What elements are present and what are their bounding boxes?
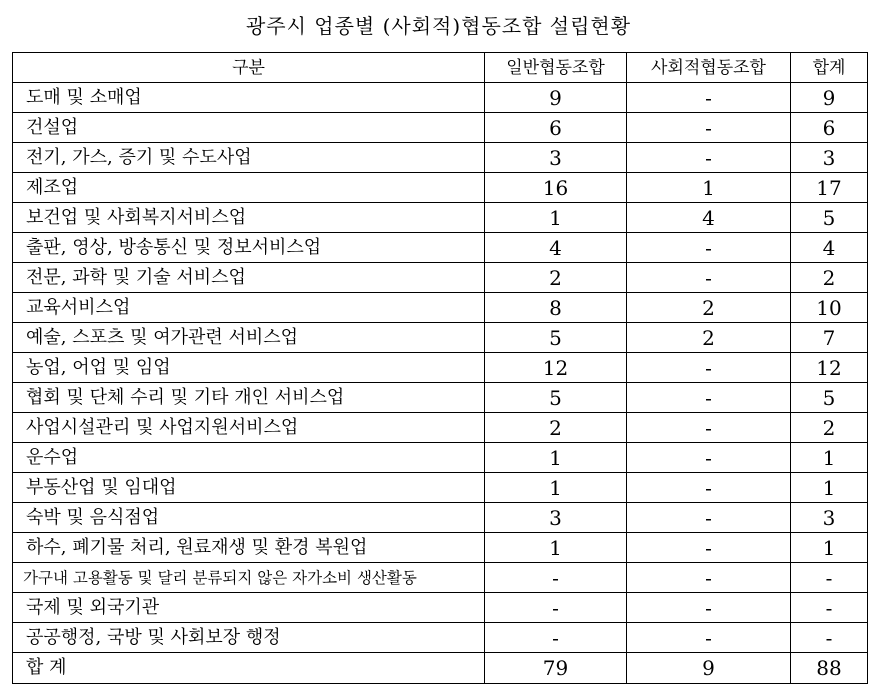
row-social-count: -	[627, 503, 791, 533]
row-social-count: -	[627, 383, 791, 413]
row-social-count: -	[627, 353, 791, 383]
row-category: 교육서비스업	[13, 293, 485, 323]
row-total-count: 9	[791, 83, 868, 113]
table-row	[13, 263, 868, 293]
row-category: 제조업	[13, 173, 485, 203]
row-category: 숙박 및 음식점업	[13, 503, 485, 533]
table-row	[13, 353, 868, 383]
row-general-count: 3	[485, 143, 627, 173]
row-category: 운수업	[13, 443, 485, 473]
row-social-count: -	[627, 533, 791, 563]
table-row	[13, 623, 868, 653]
row-total-count: 4	[791, 233, 868, 263]
row-social-count: 2	[627, 293, 791, 323]
row-general-count: 2	[485, 263, 627, 293]
row-total-count: 5	[791, 383, 868, 413]
row-category: 부동산업 및 임대업	[13, 473, 485, 503]
row-social-count: -	[627, 443, 791, 473]
row-social-count: -	[627, 83, 791, 113]
row-social-count: 2	[627, 323, 791, 353]
row-category: 도매 및 소매업	[13, 83, 485, 113]
table-row	[13, 173, 868, 203]
row-total-count: 3	[791, 143, 868, 173]
row-general-count: -	[485, 623, 627, 653]
row-general-count: 6	[485, 113, 627, 143]
row-social-count: -	[627, 593, 791, 623]
table-row	[13, 443, 868, 473]
row-social-count: -	[627, 563, 791, 593]
table-row	[13, 83, 868, 113]
row-general-count: 9	[485, 83, 627, 113]
table-row	[13, 563, 868, 593]
row-category: 협회 및 단체 수리 및 기타 개인 서비스업	[13, 383, 485, 413]
row-general-count: 16	[485, 173, 627, 203]
row-total-count: 1	[791, 533, 868, 563]
row-category: 공공행정, 국방 및 사회보장 행정	[13, 623, 485, 653]
row-general-count: 1	[485, 473, 627, 503]
row-category: 하수, 폐기물 처리, 원료재생 및 환경 복원업	[13, 533, 485, 563]
row-total-count: 3	[791, 503, 868, 533]
row-category: 예술, 스포츠 및 여가관련 서비스업	[13, 323, 485, 353]
row-category: 농업, 어업 및 임업	[13, 353, 485, 383]
row-general-count: 3	[485, 503, 627, 533]
row-total-count: 2	[791, 413, 868, 443]
table-row	[13, 203, 868, 233]
row-category: 보건업 및 사회복지서비스업	[13, 203, 485, 233]
row-total-count: -	[791, 623, 868, 653]
total-row-label: 합 계	[13, 653, 485, 684]
row-total-count: 17	[791, 173, 868, 203]
total-row	[13, 653, 868, 684]
row-social-count: -	[627, 113, 791, 143]
row-social-count: -	[627, 623, 791, 653]
row-general-count: 2	[485, 413, 627, 443]
row-total-count: 10	[791, 293, 868, 323]
row-general-count: 4	[485, 233, 627, 263]
header-category: 구분	[13, 53, 485, 83]
row-general-count: 1	[485, 443, 627, 473]
table-row	[13, 143, 868, 173]
row-general-count: 5	[485, 383, 627, 413]
table-row	[13, 503, 868, 533]
header-general-cooperative: 일반협동조합	[485, 53, 627, 83]
row-social-count: -	[627, 233, 791, 263]
header-total: 합계	[791, 53, 868, 83]
row-total-count: 12	[791, 353, 868, 383]
row-general-count: -	[485, 563, 627, 593]
table-row	[13, 593, 868, 623]
row-general-count: 12	[485, 353, 627, 383]
table-row	[13, 533, 868, 563]
row-general-count: 1	[485, 203, 627, 233]
table-row	[13, 383, 868, 413]
row-social-count: -	[627, 143, 791, 173]
row-total-count: 7	[791, 323, 868, 353]
row-category: 국제 및 외국기관	[13, 593, 485, 623]
row-general-count: 8	[485, 293, 627, 323]
table-row	[13, 323, 868, 353]
row-category: 전문, 과학 및 기술 서비스업	[13, 263, 485, 293]
row-general-count: 5	[485, 323, 627, 353]
row-category: 건설업	[13, 113, 485, 143]
table-row	[13, 233, 868, 263]
table-row	[13, 473, 868, 503]
row-social-count: -	[627, 413, 791, 443]
grand-total-count: 88	[791, 653, 868, 684]
row-social-count: -	[627, 263, 791, 293]
table-row	[13, 113, 868, 143]
row-total-count: -	[791, 593, 868, 623]
page-title: 광주시 업종별 (사회적)협동조합 설립현황	[245, 14, 632, 38]
total-general-count: 79	[485, 653, 627, 684]
cooperative-status-table	[12, 52, 868, 684]
row-total-count: 5	[791, 203, 868, 233]
table-row	[13, 413, 868, 443]
total-social-count: 9	[627, 653, 791, 684]
row-total-count: -	[791, 563, 868, 593]
row-general-count: -	[485, 593, 627, 623]
row-total-count: 1	[791, 443, 868, 473]
header-social-cooperative: 사회적협동조합	[627, 53, 791, 83]
row-category: 가구내 고용활동 및 달리 분류되지 않은 자가소비 생산활동	[13, 563, 485, 593]
row-category: 전기, 가스, 증기 및 수도사업	[13, 143, 485, 173]
row-total-count: 6	[791, 113, 868, 143]
row-social-count: 4	[627, 203, 791, 233]
row-social-count: -	[627, 473, 791, 503]
row-total-count: 2	[791, 263, 868, 293]
row-total-count: 1	[791, 473, 868, 503]
table-row	[13, 293, 868, 323]
row-general-count: 1	[485, 533, 627, 563]
row-category: 출판, 영상, 방송통신 및 정보서비스업	[13, 233, 485, 263]
row-category: 사업시설관리 및 사업지원서비스업	[13, 413, 485, 443]
header-row	[13, 53, 868, 83]
row-social-count: 1	[627, 173, 791, 203]
